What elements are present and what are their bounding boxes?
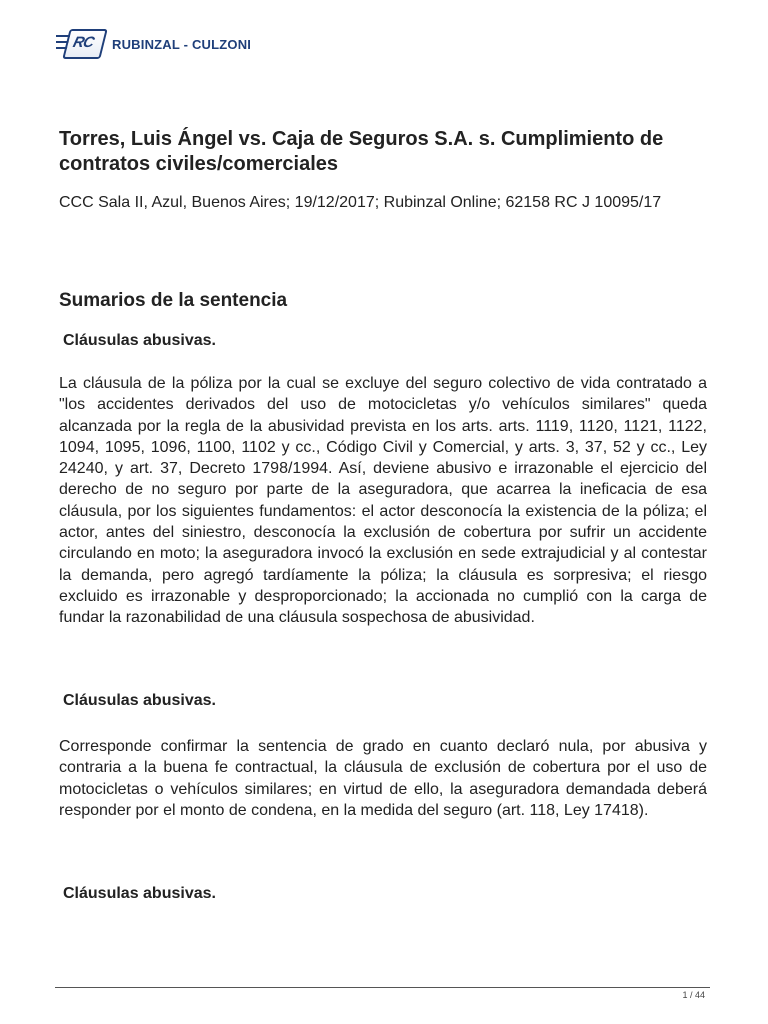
logo-mark-text: RC xyxy=(71,34,96,51)
logo-name: RUBINZAL - CULZONI xyxy=(112,37,252,52)
document-title: Torres, Luis Ángel vs. Caja de Seguros S.A. s. Cumplimiento de contratos civiles/comerciales xyxy=(59,128,664,175)
summary-heading: Cláusulas abusivas. xyxy=(63,692,216,709)
publisher-logo xyxy=(62,26,322,60)
document-citation: CCC Sala II, Azul, Buenos Aires; 19/12/2017; Rubinzal Online; 62158 RC J 10095/17 xyxy=(59,194,662,211)
page-number: 1 / 44 xyxy=(682,990,705,1000)
logo-mark-icon xyxy=(62,29,107,59)
footer-divider xyxy=(55,987,710,988)
summary-heading: Cláusulas abusivas. xyxy=(63,885,216,902)
section-heading: Sumarios de la sentencia xyxy=(59,290,288,311)
summary-paragraph: Corresponde confirmar la sentencia de grado en cuanto declaró nula, por abusiva y contraria a la buena fe contractual, la cláusula de exclusión de cobertura por el uso de motocicletas o vehículos similares; en virtud de ello, la aseguradora demandada deberá responder por el monto de condena, en la medida del seguro (art. 118, Ley 17418). xyxy=(59,738,707,819)
summary-paragraph: La cláusula de la póliza por la cual se excluye del seguro colectivo de vida contratado a "los accidentes derivados del uso de motocicletas y/o vehículos similares" queda alcanzada por la regla de la abusividad prevista en los arts. arts. 1119, 1120, 1121, 1122, 1094, 1095, 1096, 1100, 1102 y cc., Código Civil y Comercial, y arts. 3, 37, 52 y cc., Ley 24240, y art. 37, Decreto 1798/1994. Así, deviene abusivo e irrazonable el ejercicio del derecho de no seguro por parte de la aseguradora, que acarrea la ineficacia de esa cláusula, por los siguientes fundamentos: el actor desconocía la existencia de la póliza; el actor, antes del siniestro, desconocía la exclusión de cobertura por sufrir un accidente circulando en moto; la aseguradora invocó la exclusión en sede extrajudicial y al contestar la demanda, pero agregó tardíamente la póliza; la cláusula es sorpresiva; el riesgo excluido es irrazonable y desproporcionado; la accionada no cumplió con la carga de fundar la razonabilidad de una cláusula sospechosa de abusividad. xyxy=(59,375,707,627)
summary-heading: Cláusulas abusivas. xyxy=(63,332,216,349)
